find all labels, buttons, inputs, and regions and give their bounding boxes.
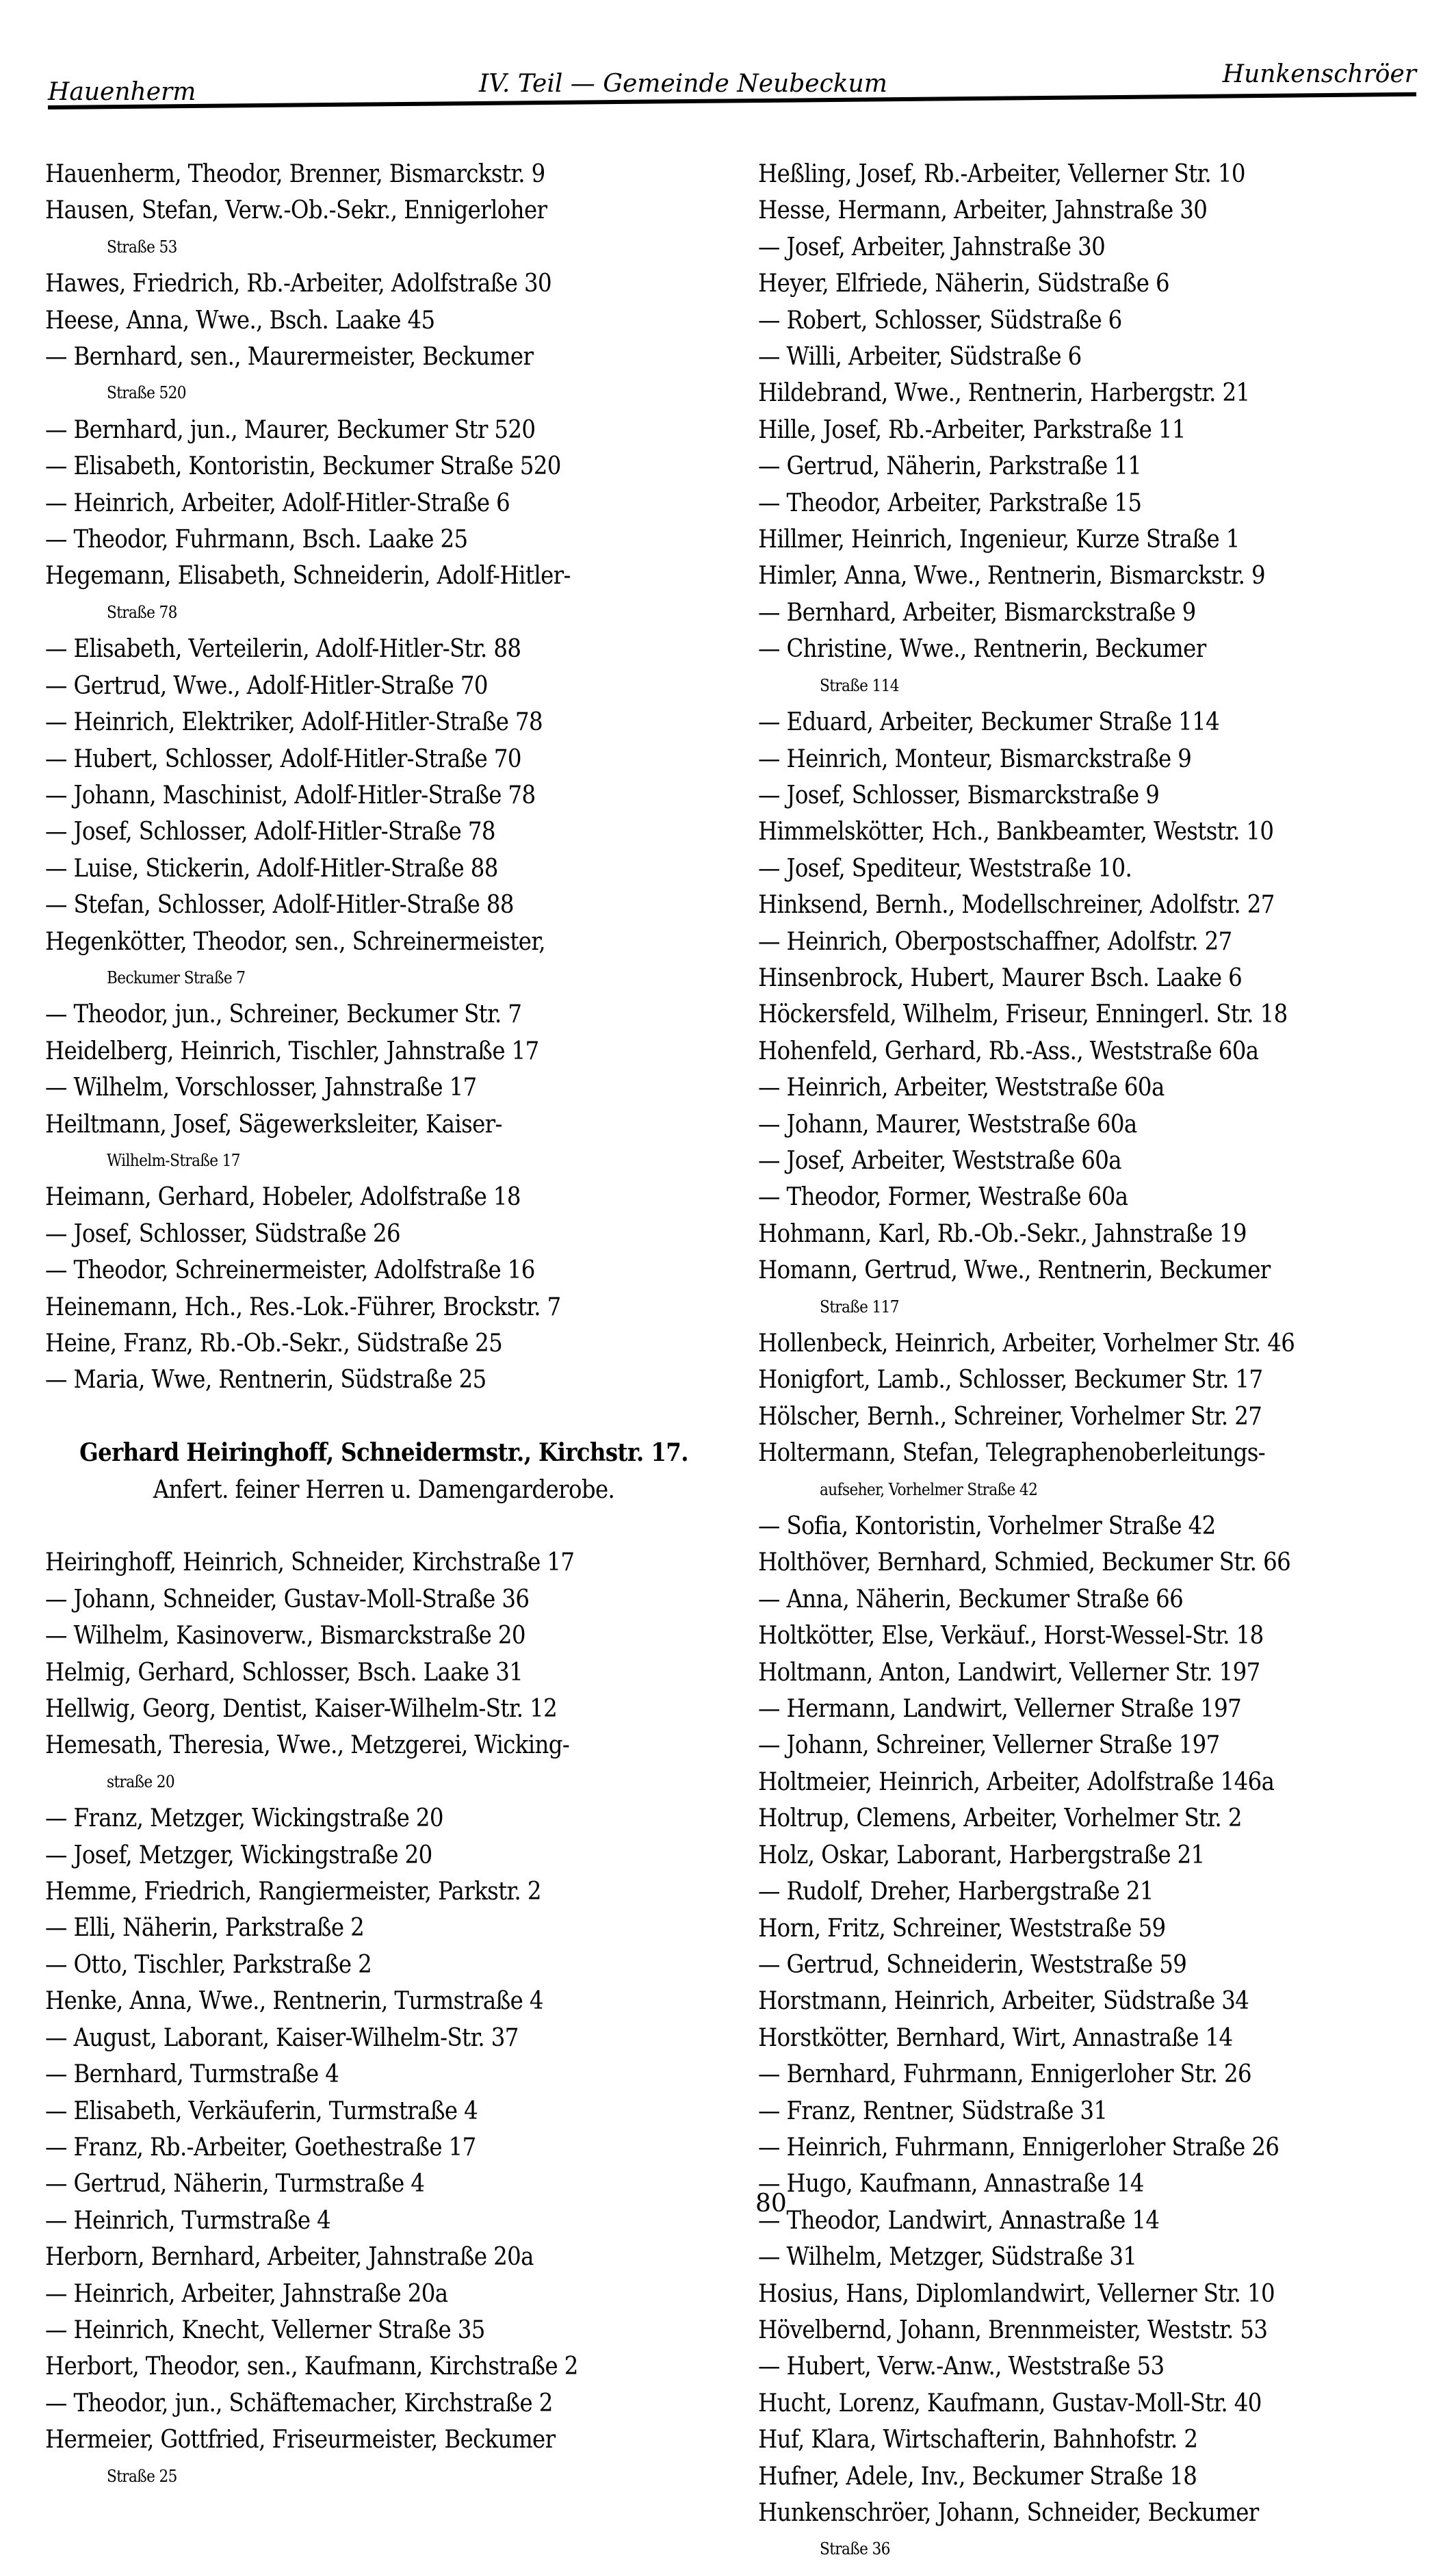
directory-entry: Hinsenbrock, Hubert, Maurer Bsch. Laake 6 xyxy=(758,963,1243,992)
directory-entry: Hohenfeld, Gerhard, Rb.-Ass., Weststraße 60a xyxy=(758,1037,1259,1065)
directory-entry: Herborn, Bernhard, Arbeiter, Jahnstraße 20a xyxy=(45,2243,534,2272)
directory-entry-same-surname: — Theodor, Former, Westraße 60a xyxy=(758,1179,1435,1215)
entry-continuation: Straße 36 xyxy=(820,2539,890,2559)
directory-entry-same-surname: — Heinrich, Monteur, Bismarckstraße 9 xyxy=(758,741,1435,777)
directory-entry-same-surname: — Heinrich, Knecht, Vellerner Straße 35 xyxy=(45,2312,723,2348)
directory-entry-same-surname: — Elisabeth, Verkäuferin, Turmstraße 4 xyxy=(45,2093,723,2129)
directory-entry-same-surname: — Hermann, Landwirt, Vellerner Straße 197 xyxy=(758,1691,1435,1727)
directory-entry-same-surname: — Theodor, Arbeiter, Parkstraße 15 xyxy=(758,485,1435,521)
directory-entry: Hövelbernd, Johann, Brennmeister, Weststr. 53 xyxy=(758,2316,1268,2344)
directory-entry: Holtmann, Anton, Landwirt, Vellerner Str. 197 xyxy=(758,1658,1260,1687)
directory-entry: Heiringhoff, Heinrich, Schneider, Kirchstraße 17 xyxy=(45,1548,575,1577)
running-header xyxy=(48,60,1416,114)
directory-entry: Hauenherm, Theodor, Brenner, Bismarckstr. 9 xyxy=(45,160,545,188)
entry-continuation: aufseher, Vorhelmer Straße 42 xyxy=(820,1479,1038,1499)
directory-entry-same-surname: — Heinrich, Turmstraße 4 xyxy=(45,2203,723,2239)
directory-entry-same-surname: — Josef, Arbeiter, Weststraße 60a xyxy=(758,1143,1435,1179)
directory-entry: Horn, Fritz, Schreiner, Weststraße 59 xyxy=(758,1914,1166,1943)
directory-entry-same-surname: — Elisabeth, Kontoristin, Beckumer Straße 520 xyxy=(45,448,723,484)
directory-entry: Heimann, Gerhard, Hobeler, Adolfstraße 18 xyxy=(45,1183,521,1212)
directory-entry: Himmelskötter, Hch., Bankbeamter, Weststr. 10 xyxy=(758,818,1274,846)
entry-continuation: Wilhelm-Straße 17 xyxy=(107,1150,240,1170)
directory-entry-same-surname: — Eduard, Arbeiter, Beckumer Straße 114 xyxy=(758,704,1435,740)
directory-entry: Horstkötter, Bernhard, Wirt, Annastraße 14 xyxy=(758,2023,1233,2052)
directory-entry: Holtermann, Stefan, Telegraphenoberleitungs- xyxy=(758,1439,1266,1468)
directory-entry-same-surname: — Rudolf, Dreher, Harbergstraße 21 xyxy=(758,1873,1435,1910)
page-number: 80 xyxy=(755,2190,787,2218)
directory-entry-same-surname: — Franz, Rb.-Arbeiter, Goethestraße 17 xyxy=(45,2129,723,2166)
directory-entry: Horstmann, Heinrich, Arbeiter, Südstraße 34 xyxy=(758,1987,1249,2016)
directory-entry: Heßling, Josef, Rb.-Arbeiter, Vellerner Str. 10 xyxy=(758,160,1245,188)
directory-entry-same-surname: — Wilhelm, Kasinoverw., Bismarckstraße 20 xyxy=(45,1618,723,1654)
directory-entry: Hucht, Lorenz, Kaufmann, Gustav-Moll-Str. 40 xyxy=(758,2389,1262,2417)
directory-entry: Henke, Anna, Wwe., Rentnerin, Turmstraße 4 xyxy=(45,1987,543,2016)
directory-entry: Heidelberg, Heinrich, Tischler, Jahnstraße 17 xyxy=(45,1037,539,1065)
entry-continuation: Straße 114 xyxy=(820,675,899,695)
directory-entry: Himler, Anna, Wwe., Rentnerin, Bismarckstr. 9 xyxy=(758,562,1265,591)
directory-entry-same-surname: — August, Laborant, Kaiser-Wilhelm-Str. 37 xyxy=(45,2020,723,2056)
directory-entry: Herbort, Theodor, sen., Kaufmann, Kirchstraße 2 xyxy=(45,2352,578,2381)
directory-entry-same-surname: — Christine, Wwe., Rentnerin, Beckumer xyxy=(758,631,1435,667)
directory-entry-same-surname: — Gertrud, Näherin, Turmstraße 4 xyxy=(45,2166,723,2202)
directory-entry-same-surname: — Heinrich, Oberpostschaffner, Adolfstr. 27 xyxy=(758,924,1435,960)
directory-entry-same-surname: — Maria, Wwe, Rentnerin, Südstraße 25 xyxy=(45,1362,723,1398)
directory-entry-same-surname: — Gertrud, Schneiderin, Weststraße 59 xyxy=(758,1947,1435,1983)
directory-entry: Hille, Josef, Rb.-Arbeiter, Parkstraße 11 xyxy=(758,415,1186,444)
entry-continuation: Straße 25 xyxy=(107,2466,177,2486)
directory-entry: Holz, Oskar, Laborant, Harbergstraße 21 xyxy=(758,1841,1205,1869)
directory-entry-same-surname: — Robert, Schlosser, Südstraße 6 xyxy=(758,302,1435,339)
directory-entry-same-surname: — Sofia, Kontoristin, Vorhelmer Straße 42 xyxy=(758,1508,1435,1544)
directory-entry: Hemme, Friedrich, Rangiermeister, Parkstr. 2 xyxy=(45,1878,541,1906)
right-column xyxy=(758,156,1435,2568)
directory-entry-same-surname: — Gertrud, Wwe., Adolf-Hitler-Straße 70 xyxy=(45,668,723,704)
directory-entry-same-surname: — Josef, Schlosser, Südstraße 26 xyxy=(45,1216,723,1252)
directory-entry-same-surname: — Willi, Arbeiter, Südstraße 6 xyxy=(758,339,1435,375)
directory-entry-same-surname: — Hugo, Kaufmann, Annastraße 14 xyxy=(758,2166,1435,2202)
directory-entry: Holtmeier, Heinrich, Arbeiter, Adolfstraße 146a xyxy=(758,1767,1275,1796)
directory-entry-same-surname: — Johann, Maschinist, Adolf-Hitler-Straße 78 xyxy=(45,777,723,814)
directory-entry: Hildebrand, Wwe., Rentnerin, Harbergstr. 21 xyxy=(758,379,1250,408)
directory-entry-same-surname: — Josef, Spediteur, Weststraße 10. xyxy=(758,851,1435,887)
directory-entry-same-surname: — Josef, Schlosser, Bismarckstraße 9 xyxy=(758,777,1435,814)
header-section-title: IV. Teil — Gemeinde Neubeckum xyxy=(479,70,887,98)
directory-entry-same-surname: — Theodor, Schreinermeister, Adolfstraße 16 xyxy=(45,1252,723,1288)
header-last-entry: Hunkenschröer xyxy=(1222,60,1416,88)
directory-entry-same-surname: — Wilhelm, Vorschlosser, Jahnstraße 17 xyxy=(45,1069,723,1106)
entry-continuation: Beckumer Straße 7 xyxy=(107,968,246,987)
directory-entry: Hausen, Stefan, Verw.-Ob.-Sekr., Ennigerloher xyxy=(45,196,547,225)
directory-entry-same-surname: — Heinrich, Fuhrmann, Ennigerloher Straße 26 xyxy=(758,2129,1435,2166)
directory-entry-same-surname: — Elisabeth, Verteilerin, Adolf-Hitler-Str. 88 xyxy=(45,631,723,667)
entry-continuation: straße 20 xyxy=(107,1772,175,1791)
directory-entry-same-surname: — Theodor, jun., Schäftemacher, Kirchstraße 2 xyxy=(45,2385,723,2422)
directory-entry: Hosius, Hans, Diplomlandwirt, Vellerner Str. 10 xyxy=(758,2279,1275,2308)
directory-entry: Hesse, Hermann, Arbeiter, Jahnstraße 30 xyxy=(758,196,1208,225)
header-first-entry: Hauenherm xyxy=(48,78,196,106)
directory-entry: Helmig, Gerhard, Schlosser, Bsch. Laake 31 xyxy=(45,1658,523,1687)
directory-entry-same-surname: — Stefan, Schlosser, Adolf-Hitler-Straße 88 xyxy=(45,887,723,923)
directory-entry: Höckersfeld, Wilhelm, Friseur, Enningerl. Str. 18 xyxy=(758,1000,1288,1029)
directory-entry-same-surname: — Otto, Tischler, Parkstraße 2 xyxy=(45,1947,723,1983)
directory-entry: Hegemann, Elisabeth, Schneiderin, Adolf-Hitler- xyxy=(45,562,571,591)
directory-entry: Holtrup, Clemens, Arbeiter, Vorhelmer Str. 2 xyxy=(758,1804,1242,1833)
directory-entry-same-surname: — Johann, Schreiner, Vellerner Straße 197 xyxy=(758,1727,1435,1763)
directory-entry: Hinksend, Bernh., Modellschreiner, Adolfstr. 27 xyxy=(758,891,1275,920)
entry-continuation: Straße 53 xyxy=(107,237,177,257)
directory-entry-same-surname: — Anna, Näherin, Beckumer Straße 66 xyxy=(758,1581,1435,1618)
entry-continuation: Straße 117 xyxy=(820,1297,899,1317)
directory-entry-same-surname: — Gertrud, Näherin, Parkstraße 11 xyxy=(758,448,1435,484)
directory-entry: Hölscher, Bernh., Schreiner, Vorhelmer Str. 27 xyxy=(758,1402,1262,1431)
directory-entry-same-surname: — Theodor, jun., Schreiner, Beckumer Str. 7 xyxy=(45,996,723,1033)
directory-entry: Holtkötter, Else, Verkäuf., Horst-Wessel-Str. 18 xyxy=(758,1622,1264,1650)
directory-entry-same-surname: — Wilhelm, Metzger, Südstraße 31 xyxy=(758,2239,1435,2275)
directory-entry-same-surname: — Heinrich, Arbeiter, Weststraße 60a xyxy=(758,1069,1435,1106)
directory-entry-same-surname: — Bernhard, sen., Maurermeister, Beckumer xyxy=(45,339,723,375)
directory-entry-same-surname: — Heinrich, Elektriker, Adolf-Hitler-Straße 78 xyxy=(45,704,723,740)
directory-entry-same-surname: — Bernhard, jun., Maurer, Beckumer Str 520 xyxy=(45,412,723,448)
directory-entry: Holthöver, Bernhard, Schmied, Beckumer Str. 66 xyxy=(758,1548,1291,1577)
directory-entry: Hemesath, Theresia, Wwe., Metzgerei, Wicking- xyxy=(45,1731,570,1760)
directory-entry: Huf, Klara, Wirtschafterin, Bahnhofstr. 2 xyxy=(758,2426,1198,2454)
directory-entry: Hawes, Friedrich, Rb.-Arbeiter, Adolfstraße 30 xyxy=(45,270,551,298)
directory-entry-same-surname: — Hubert, Verw.-Anw., Weststraße 53 xyxy=(758,2348,1435,2385)
directory-entry-same-surname: — Heinrich, Arbeiter, Adolf-Hitler-Straße 6 xyxy=(45,485,723,521)
directory-entry: Heinemann, Hch., Res.-Lok.-Führer, Brockstr. 7 xyxy=(45,1293,561,1321)
directory-entry-same-surname: — Elli, Näherin, Parkstraße 2 xyxy=(45,1910,723,1946)
directory-entry: Hufner, Adele, Inv., Beckumer Straße 18 xyxy=(758,2462,1197,2491)
directory-entry: Hegenkötter, Theodor, sen., Schreinermeister, xyxy=(45,927,545,956)
directory-entry: Heese, Anna, Wwe., Bsch. Laake 45 xyxy=(45,306,435,335)
directory-entry-same-surname: — Heinrich, Arbeiter, Jahnstraße 20a xyxy=(45,2276,723,2312)
spacer xyxy=(45,1508,723,1544)
directory-entry: Heyer, Elfriede, Näherin, Südstraße 6 xyxy=(758,270,1169,298)
directory-entry: Hellwig, Georg, Dentist, Kaiser-Wilhelm-Str. 12 xyxy=(45,1695,558,1724)
directory-entry: Honigfort, Lamb., Schlosser, Beckumer Str. 17 xyxy=(758,1366,1263,1395)
directory-entry-same-surname: — Josef, Schlosser, Adolf-Hitler-Straße 78 xyxy=(45,814,723,850)
directory-entry: Hunkenschröer, Johann, Schneider, Beckumer xyxy=(758,2499,1259,2527)
directory-entry: Hohmann, Karl, Rb.-Ob.-Sekr., Jahnstraße 19 xyxy=(758,1219,1247,1248)
directory-entry-same-surname: — Luise, Stickerin, Adolf-Hitler-Straße 88 xyxy=(45,851,723,887)
advertisement-line: Anfert. feiner Herren u. Damengarderobe. xyxy=(153,1475,615,1504)
directory-entry-same-surname: — Theodor, Fuhrmann, Bsch. Laake 25 xyxy=(45,521,723,558)
directory-entry-same-surname: — Josef, Metzger, Wickingstraße 20 xyxy=(45,1837,723,1873)
directory-entry: Hollenbeck, Heinrich, Arbeiter, Vorhelmer Str. 46 xyxy=(758,1330,1295,1358)
directory-entry-same-surname: — Johann, Maurer, Weststraße 60a xyxy=(758,1106,1435,1143)
advertisement-line: Gerhard Heiringhoff, Schneidermstr., Kirchstr. 17. xyxy=(79,1438,688,1468)
entry-continuation: Straße 78 xyxy=(107,602,177,622)
directory-entry: Heine, Franz, Rb.-Ob.-Sekr., Südstraße 25 xyxy=(45,1330,503,1358)
directory-entry-same-surname: — Josef, Arbeiter, Jahnstraße 30 xyxy=(758,229,1435,265)
directory-entry-same-surname: — Franz, Rentner, Südstraße 31 xyxy=(758,2093,1435,2129)
directory-entry-same-surname: — Franz, Metzger, Wickingstraße 20 xyxy=(45,1800,723,1837)
directory-entry-same-surname: — Bernhard, Turmstraße 4 xyxy=(45,2056,723,2092)
directory-entry-same-surname: — Theodor, Landwirt, Annastraße 14 xyxy=(758,2203,1435,2239)
spacer xyxy=(45,1399,723,1435)
directory-entry: Homann, Gertrud, Wwe., Rentnerin, Beckumer xyxy=(758,1256,1271,1285)
directory-entry-same-surname: — Bernhard, Fuhrmann, Ennigerloher Str. 26 xyxy=(758,2056,1435,2092)
directory-entry-same-surname: — Bernhard, Arbeiter, Bismarckstraße 9 xyxy=(758,595,1435,631)
directory-entry-same-surname: — Hubert, Schlosser, Adolf-Hitler-Straße 70 xyxy=(45,741,723,777)
entry-continuation: Straße 520 xyxy=(107,383,186,403)
directory-entry: Heiltmann, Josef, Sägewerksleiter, Kaiser- xyxy=(45,1110,502,1139)
directory-entry: Hillmer, Heinrich, Ingenieur, Kurze Straße 1 xyxy=(758,526,1240,554)
directory-entry-same-surname: — Johann, Schneider, Gustav-Moll-Straße 36 xyxy=(45,1581,723,1618)
left-column xyxy=(45,156,723,2495)
directory-entry: Hermeier, Gottfried, Friseurmeister, Beckumer xyxy=(45,2426,556,2454)
